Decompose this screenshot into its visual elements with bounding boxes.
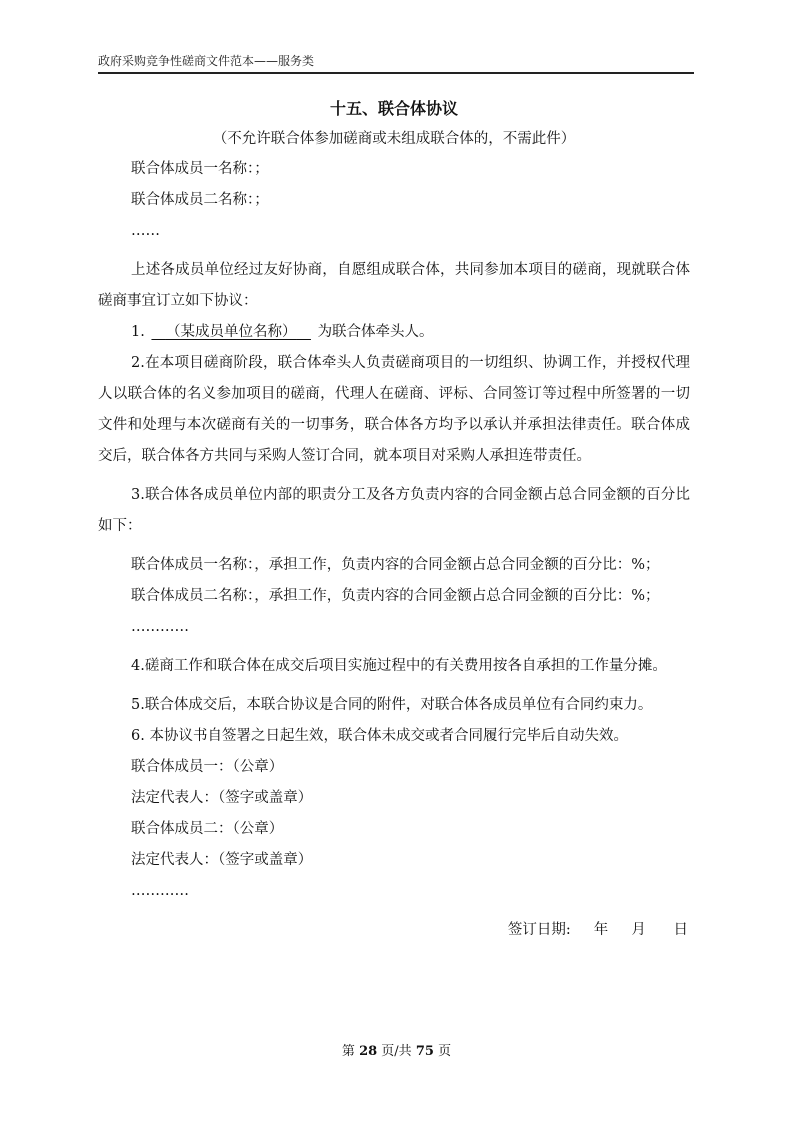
item-3-member1: 联合体成员一名称：，承担工作，负责内容的合同金额占总合同金额的百分比：%； — [131, 557, 660, 573]
item-5: 5.联合体成交后，本联合协议是合同的附件，对联合体各成员单位有合同约束力。 — [131, 697, 653, 713]
sign-member1: 联合体成员一：（公章） — [131, 759, 284, 775]
section-subtitle: （不允许联合体参加磋商或未组成联合体的，不需此件） — [212, 131, 576, 147]
item-1 — [98, 317, 690, 348]
intro-paragraph: 上述各成员单位经过友好协商，自愿组成联合体，共同参加本项目的磋商，现就联合体磋商事宜订立如下协议： — [98, 262, 690, 309]
section-title: 十五、联合体协议 — [329, 99, 458, 118]
sign-ellipsis: ………… — [131, 883, 189, 899]
current-page-number: 28 — [359, 1044, 378, 1059]
item-3-ellipsis: ………… — [131, 619, 189, 635]
item-3-member2: 联合体成员二名称：，承担工作，负责内容的合同金额占总合同金额的百分比：%； — [131, 588, 660, 604]
item-4: 4.磋商工作和联合体在成交后项目实施过程中的有关费用按各自承担的工作量分摊。 — [131, 658, 667, 674]
sign-representative1: 法定代表人：（签字或盖章） — [131, 790, 313, 806]
sign-representative2: 法定代表人：（签字或盖章） — [131, 852, 313, 868]
date-day: 日 — [673, 922, 688, 938]
item-2: 2.在本项目磋商阶段，联合体牵头人负责磋商项目的一切组织、协调工作，并授权代理人以联合体的名义参加项目的磋商，代理人在磋商、评标、合同签订等过程中所签署的一切文件和处理与本次磋商有关的一切事务，联合体各方均予以承认并承担法律责任。联合体成交后，联合体各方共同与采购人签订合同，就本项目对采购人承担连带责任。 — [98, 355, 690, 464]
lead-member-blank: （某成员单位名称） — [165, 324, 297, 340]
document-body — [98, 92, 690, 946]
total-page-count: 75 — [415, 1044, 434, 1059]
item-3: 3.联合体各成员单位内部的职责分工及各方负责内容的合同金额占总合同金额的百分比如下： — [98, 487, 690, 534]
date-year: 年 — [593, 922, 609, 938]
item-1-prefix: 1. — [131, 324, 145, 340]
sign-member2: 联合体成员二：（公章） — [131, 821, 284, 837]
member1-name-line: 联合体成员一名称：； — [131, 161, 269, 177]
date-label: 签订日期: — [507, 922, 571, 938]
signing-date — [98, 915, 690, 946]
member2-name-line: 联合体成员二名称：； — [131, 192, 269, 208]
item-6: 6. 本协议书自签署之日起生效，联合体未成交或者合同履行完毕后自动失效。 — [131, 728, 628, 744]
date-month: 月 — [631, 922, 646, 938]
page-footer: 第 28 页/共 75 页 — [341, 1044, 452, 1059]
running-header: 政府采购竞争性磋商文件范本——服务类 — [98, 54, 315, 68]
header-divider — [98, 72, 694, 74]
item-1-suffix: 为联合体牵头人。 — [317, 324, 434, 340]
ellipsis-line: …… — [131, 223, 160, 239]
